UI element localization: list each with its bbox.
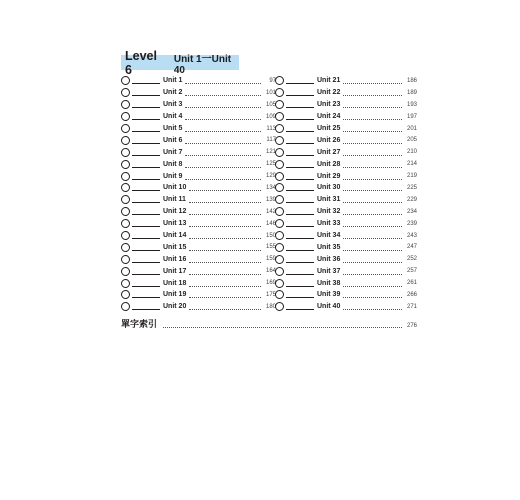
unit-label: Unit 25 <box>317 125 341 132</box>
toc-row[interactable] <box>121 253 276 265</box>
toc-row[interactable] <box>275 123 417 135</box>
page-number: 180 <box>265 303 276 310</box>
blank-line <box>132 202 160 203</box>
unit-label: Unit 40 <box>317 303 341 311</box>
page-number: 175 <box>265 291 276 298</box>
blank-line <box>286 214 314 215</box>
dot-leader <box>343 202 402 203</box>
page-number: 134 <box>265 184 276 191</box>
checkbox-circle-icon[interactable] <box>275 302 284 311</box>
left-unit-column <box>121 75 276 313</box>
blank-line <box>286 179 314 180</box>
blank-line <box>132 238 160 239</box>
blank-line <box>132 83 160 84</box>
dot-leader <box>343 309 402 310</box>
blank-line <box>286 202 314 203</box>
unit-label: Unit 39 <box>317 291 341 299</box>
dot-leader <box>185 107 261 108</box>
page-number: 164 <box>265 268 276 275</box>
dot-leader <box>343 238 402 239</box>
blank-line <box>286 83 314 84</box>
dot-leader <box>343 83 402 84</box>
checkbox-circle-icon[interactable] <box>275 124 284 133</box>
unit-label: Unit 24 <box>317 113 341 121</box>
blank-line <box>132 274 160 275</box>
page-number: 210 <box>406 149 417 156</box>
page-number: 214 <box>406 161 417 168</box>
dot-leader <box>343 190 402 191</box>
page-number: 101 <box>265 89 276 96</box>
checkbox-circle-icon[interactable] <box>275 231 284 240</box>
toc-row[interactable] <box>121 75 276 87</box>
checkbox-circle-icon[interactable] <box>121 160 130 169</box>
checkbox-circle-icon[interactable] <box>121 207 130 216</box>
toc-row[interactable] <box>275 206 417 218</box>
unit-label: Unit 38 <box>317 279 341 287</box>
toc-row[interactable] <box>275 277 417 289</box>
word-index-entry[interactable] <box>121 318 417 330</box>
toc-row[interactable] <box>275 289 417 301</box>
page-number: 193 <box>406 101 417 108</box>
page-number: 266 <box>406 291 417 298</box>
checkbox-circle-icon[interactable] <box>121 112 130 121</box>
toc-row[interactable] <box>121 301 276 313</box>
word-index-label: 單字索引 <box>121 320 158 330</box>
unit-label: Unit 15 <box>163 243 187 251</box>
blank-line <box>286 155 314 156</box>
dot-leader <box>189 190 261 191</box>
unit-label: Unit 3 <box>163 101 183 109</box>
unit-label: Unit 19 <box>163 291 187 299</box>
blank-line <box>286 238 314 239</box>
checkbox-circle-icon[interactable] <box>121 231 130 240</box>
page-number: 197 <box>406 113 417 120</box>
unit-label: Unit 26 <box>317 136 341 144</box>
checkbox-circle-icon[interactable] <box>121 183 130 192</box>
unit-label: Unit 12 <box>163 208 187 216</box>
dot-leader <box>189 202 261 203</box>
dot-leader <box>189 250 261 251</box>
page-number: 189 <box>406 89 417 96</box>
toc-row[interactable] <box>275 230 417 242</box>
checkbox-circle-icon[interactable] <box>275 100 284 109</box>
blank-line <box>286 250 314 251</box>
checkbox-circle-icon[interactable] <box>275 207 284 216</box>
checkbox-circle-icon[interactable] <box>275 243 284 252</box>
page-number: 229 <box>406 196 417 203</box>
toc-row[interactable] <box>121 277 276 289</box>
checkbox-circle-icon[interactable] <box>121 219 130 228</box>
checkbox-circle-icon[interactable] <box>275 290 284 299</box>
toc-row[interactable] <box>121 265 276 277</box>
page-number: 139 <box>265 196 276 203</box>
page-number: 257 <box>406 268 417 275</box>
checkbox-circle-icon[interactable] <box>121 88 130 97</box>
blank-line <box>286 262 314 263</box>
dot-leader <box>189 238 261 239</box>
checkbox-circle-icon[interactable] <box>275 160 284 169</box>
blank-line <box>132 107 160 108</box>
page-number: 186 <box>406 77 417 84</box>
page-number: 146 <box>265 220 276 227</box>
unit-label: Unit 4 <box>163 113 183 121</box>
page-number: 271 <box>406 303 417 310</box>
page-number: 205 <box>406 137 417 144</box>
blank-line <box>132 95 160 96</box>
blank-line <box>132 167 160 168</box>
toc-row[interactable] <box>275 170 417 182</box>
toc-row[interactable] <box>275 111 417 123</box>
blank-line <box>132 297 160 298</box>
checkbox-circle-icon[interactable] <box>275 148 284 157</box>
dot-leader <box>343 274 402 275</box>
blank-line <box>286 143 314 144</box>
unit-label: Unit 14 <box>163 232 187 240</box>
unit-label: Unit 35 <box>317 243 341 251</box>
blank-line <box>132 190 160 191</box>
unit-label: Unit 34 <box>317 232 341 240</box>
dot-leader <box>189 262 261 263</box>
toc-row[interactable] <box>121 194 276 206</box>
checkbox-circle-icon[interactable] <box>275 279 284 288</box>
blank-line <box>286 190 314 191</box>
blank-line <box>132 179 160 180</box>
unit-label: Unit 31 <box>317 196 341 204</box>
level-header <box>121 48 239 77</box>
toc-row[interactable] <box>275 158 417 170</box>
dot-leader <box>189 274 261 275</box>
blank-line <box>286 119 314 120</box>
blank-line <box>132 119 160 120</box>
checkbox-circle-icon[interactable] <box>121 290 130 299</box>
dot-leader <box>343 226 402 227</box>
toc-row[interactable] <box>121 170 276 182</box>
toc-row[interactable] <box>275 241 417 253</box>
checkbox-circle-icon[interactable] <box>275 183 284 192</box>
checkbox-circle-icon[interactable] <box>275 76 284 85</box>
page-number: 109 <box>265 113 276 120</box>
checkbox-circle-icon[interactable] <box>121 195 130 204</box>
dot-leader <box>343 95 402 96</box>
toc-row[interactable] <box>121 111 276 123</box>
toc-row[interactable] <box>121 241 276 253</box>
blank-line <box>286 274 314 275</box>
page-number: 201 <box>406 125 417 132</box>
dot-leader <box>189 286 261 287</box>
unit-label: Unit 17 <box>163 267 187 275</box>
word-index-page: 276 <box>406 323 417 329</box>
toc-row[interactable] <box>275 134 417 146</box>
dot-leader <box>343 286 402 287</box>
toc-row[interactable] <box>275 87 417 99</box>
checkbox-circle-icon[interactable] <box>121 172 130 181</box>
dot-leader <box>189 214 261 215</box>
unit-label: Unit 23 <box>317 101 341 109</box>
unit-label: Unit 5 <box>163 125 183 132</box>
page-number: 234 <box>406 208 417 215</box>
dot-leader <box>343 250 402 251</box>
blank-line <box>132 286 160 287</box>
checkbox-circle-icon[interactable] <box>275 172 284 181</box>
dot-leader <box>185 167 261 168</box>
checkbox-circle-icon[interactable] <box>121 302 130 311</box>
unit-label: Unit 37 <box>317 267 341 275</box>
dot-leader <box>185 143 261 144</box>
page-number: 142 <box>265 208 276 215</box>
dot-leader <box>185 119 261 120</box>
dot-leader <box>163 327 402 328</box>
blank-line <box>132 214 160 215</box>
page-number: 219 <box>406 173 417 180</box>
blank-line <box>286 167 314 168</box>
dot-leader <box>343 107 402 108</box>
checkbox-circle-icon[interactable] <box>121 267 130 276</box>
unit-label: Unit 6 <box>163 136 183 144</box>
page-number: 113 <box>266 125 276 132</box>
blank-line <box>286 131 314 132</box>
dot-leader <box>343 297 402 298</box>
unit-label: Unit 29 <box>317 172 341 180</box>
page-number: 129 <box>265 173 276 180</box>
unit-label: Unit 30 <box>317 184 341 192</box>
unit-label: Unit 11 <box>163 196 186 204</box>
dot-leader <box>343 143 402 144</box>
checkbox-circle-icon[interactable] <box>121 255 130 264</box>
checkbox-circle-icon[interactable] <box>275 195 284 204</box>
dot-leader <box>343 214 402 215</box>
toc-row[interactable] <box>121 218 276 230</box>
blank-line <box>132 262 160 263</box>
unit-label: Unit 27 <box>317 148 341 156</box>
page-number: 121 <box>265 149 276 156</box>
toc-row[interactable] <box>275 218 417 230</box>
blank-line <box>132 155 160 156</box>
level-title: Level 6 <box>125 48 157 77</box>
dot-leader <box>185 83 261 84</box>
page-number: 105 <box>265 101 276 108</box>
dot-leader <box>185 155 261 156</box>
page-number: 225 <box>406 184 417 191</box>
checkbox-circle-icon[interactable] <box>275 136 284 145</box>
toc-row[interactable] <box>121 158 276 170</box>
blank-line <box>132 143 160 144</box>
unit-label: Unit 18 <box>163 279 187 287</box>
right-unit-column <box>275 75 417 313</box>
toc-row[interactable] <box>275 182 417 194</box>
dot-leader <box>189 226 261 227</box>
dot-leader <box>343 155 402 156</box>
checkbox-circle-icon[interactable] <box>121 136 130 145</box>
checkbox-circle-icon[interactable] <box>275 112 284 121</box>
dot-leader <box>343 131 402 132</box>
page-number: 159 <box>265 256 276 263</box>
unit-label: Unit 36 <box>317 255 341 263</box>
checkbox-circle-icon[interactable] <box>121 124 130 133</box>
unit-label: Unit 7 <box>163 148 183 156</box>
checkbox-circle-icon[interactable] <box>121 279 130 288</box>
page-number: 150 <box>265 232 276 239</box>
dot-leader <box>189 297 261 298</box>
page-number: 155 <box>265 244 276 251</box>
blank-line <box>286 286 314 287</box>
dot-leader <box>189 309 261 310</box>
toc-row[interactable] <box>275 75 417 87</box>
unit-label: Unit 22 <box>317 89 341 97</box>
toc-row[interactable] <box>121 289 276 301</box>
checkbox-circle-icon[interactable] <box>121 100 130 109</box>
blank-line <box>286 226 314 227</box>
toc-row[interactable] <box>275 265 417 277</box>
unit-range: Unit 1一Unit 40 <box>173 53 232 76</box>
toc-row[interactable] <box>121 206 276 218</box>
unit-label: Unit 2 <box>163 89 183 97</box>
checkbox-circle-icon[interactable] <box>275 255 284 264</box>
blank-line <box>132 226 160 227</box>
page-number: 169 <box>265 280 276 287</box>
dot-leader <box>343 262 402 263</box>
toc-row[interactable] <box>275 253 417 265</box>
toc-row[interactable] <box>121 146 276 158</box>
page-number: 125 <box>265 161 276 168</box>
dot-leader <box>185 179 261 180</box>
unit-label: Unit 10 <box>163 184 187 192</box>
dot-leader <box>343 179 402 180</box>
toc-row[interactable] <box>275 99 417 111</box>
dot-leader <box>185 95 261 96</box>
blank-line <box>132 309 160 310</box>
dot-leader <box>343 167 402 168</box>
unit-label: Unit 1 <box>163 77 183 85</box>
page-number: 97 <box>269 77 276 84</box>
toc-row[interactable] <box>121 230 276 242</box>
toc-row[interactable] <box>121 87 276 99</box>
toc-row[interactable] <box>275 194 417 206</box>
blank-line <box>286 309 314 310</box>
checkbox-circle-icon[interactable] <box>275 88 284 97</box>
unit-label: Unit 33 <box>317 220 341 228</box>
unit-label: Unit 8 <box>163 160 183 168</box>
unit-label: Unit 28 <box>317 160 341 168</box>
page-number: 243 <box>406 232 417 239</box>
page-number: 261 <box>406 280 417 287</box>
checkbox-circle-icon[interactable] <box>275 219 284 228</box>
toc-row[interactable] <box>275 146 417 158</box>
toc-row[interactable] <box>121 123 276 135</box>
page-number: 239 <box>406 220 417 227</box>
blank-line <box>286 95 314 96</box>
blank-line <box>286 297 314 298</box>
unit-label: Unit 20 <box>163 303 187 311</box>
dot-leader <box>343 119 402 120</box>
unit-label: Unit 9 <box>163 172 183 180</box>
toc-row[interactable] <box>121 134 276 146</box>
page-number: 247 <box>406 244 417 251</box>
page-number: 117 <box>266 137 276 144</box>
toc-row[interactable] <box>275 301 417 313</box>
unit-label: Unit 32 <box>317 208 341 216</box>
toc-row[interactable] <box>121 99 276 111</box>
blank-line <box>132 250 160 251</box>
unit-label: Unit 16 <box>163 255 187 263</box>
dot-leader <box>185 131 261 132</box>
checkbox-circle-icon[interactable] <box>121 76 130 85</box>
blank-line <box>132 131 160 132</box>
checkbox-circle-icon[interactable] <box>121 243 130 252</box>
toc-row[interactable] <box>121 182 276 194</box>
blank-line <box>286 107 314 108</box>
unit-label: Unit 21 <box>317 77 341 85</box>
checkbox-circle-icon[interactable] <box>121 148 130 157</box>
unit-label: Unit 13 <box>163 220 187 228</box>
page-number: 252 <box>406 256 417 263</box>
checkbox-circle-icon[interactable] <box>275 267 284 276</box>
